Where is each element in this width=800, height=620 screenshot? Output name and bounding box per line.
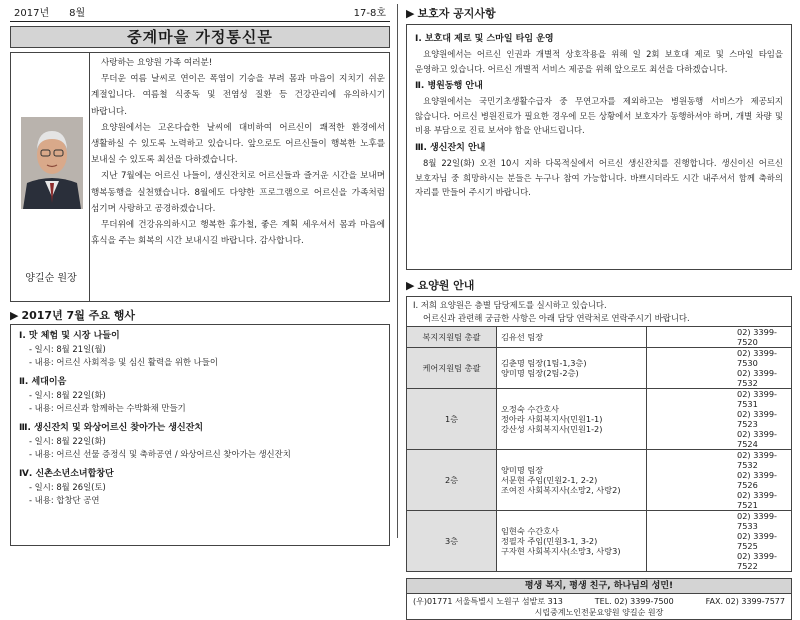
notices-heading: [406, 6, 792, 22]
staff-name: 강산성 사회복지사(민원1-2): [501, 424, 603, 434]
staff-phones: [647, 389, 792, 450]
organization-name: 시립중계노인전문요양원 양길순 원장: [534, 608, 664, 617]
table-row: [407, 511, 792, 572]
events-heading: [10, 308, 390, 324]
staff-group: 복지지원팀 총괄: [407, 327, 497, 348]
notice-item: [415, 32, 783, 76]
staff-name: 조여진 사회복지사(소망2, 사랑2): [501, 485, 621, 495]
address: (우)01771 서울특별시 노원구 섬밭로 313: [413, 597, 563, 606]
letter-paragraph: 지난 7월에는 어르신 나들이, 생신잔치로 어르신들과 즐거운 시간을 보내며 행복동행을 실천했습니다. 8월에도 다양한 프로그램으로 어르신을 가족처럼 섬기며 사랑하고 공경하겠습니다.: [91, 171, 385, 214]
notice-body: 8월 22일(화) 오전 10시 지하 다목적실에서 어르신 생신잔치를 진행합니다. 생신이신 어르신 보호자님 중 희망하시는 분들은 누구나 참여 가능합니다. 바쁘시더라도 시간 내주셔서 함께 축하의 자리를 만들어 주시기 바랍니다.: [415, 157, 783, 198]
table-row: [407, 450, 792, 511]
event-date: - 일시: 8월 21일(월): [29, 344, 106, 354]
event-desc: - 내용: 어르신 선물 증정식 및 축하공연 / 와상어르신 찾아가는 생신잔치: [29, 449, 291, 459]
staff-name: 정필자 주임(민원3-1, 3-2): [501, 536, 598, 546]
staff-names: [497, 511, 647, 572]
event-item: [19, 375, 381, 415]
staff-phone: 02) 3399-7525: [737, 531, 778, 551]
telephone: TEL. 02) 3399-7500: [594, 597, 674, 606]
contact-footer: [406, 594, 792, 620]
event-title: Ⅲ. 생신잔치 및 와상어르신 찾아가는 생신잔치: [19, 423, 204, 433]
staff-phone: 02) 3399-7530: [737, 348, 778, 368]
issue-number: 17-8호: [353, 7, 386, 19]
staff-name: 오정숙 수간호사: [501, 404, 559, 414]
staff-names: [497, 327, 647, 348]
event-desc: - 내용: 어르신과 함께하는 수박화채 만들기: [29, 403, 186, 413]
guide-intro: [406, 296, 792, 326]
staff-phone: 02) 3399-7524: [737, 429, 778, 449]
staff-name: 양미명 팀장: [501, 465, 544, 475]
event-title: Ⅱ. 세대이음: [19, 377, 67, 387]
guide-title: 요양원 안내: [417, 279, 475, 292]
letter-divider: [89, 53, 90, 301]
notice-item: [415, 141, 783, 200]
notices-box: [406, 24, 792, 270]
staff-name: 서문현 주임(민원2-1, 2-2): [501, 475, 598, 485]
staff-phone: 02) 3399-7520: [737, 327, 778, 347]
staff-phone: 02) 3399-7522: [737, 551, 778, 571]
notices-title: 보호자 공지사항: [417, 7, 496, 20]
staff-group: 3층: [407, 511, 497, 572]
staff-phones: [647, 327, 792, 348]
notice-title: Ⅲ. 생신잔치 안내: [415, 142, 486, 153]
staff-phone: 02) 3399-7532: [737, 450, 778, 470]
event-date: - 일시: 8월 22일(화): [29, 436, 106, 446]
staff-phone: 02) 3399-7521: [737, 490, 778, 510]
letter-paragraph: 요양원에서는 고온다습한 날씨에 대비하여 어르신이 쾌적한 환경에서 생활하실 수 있도록 노력하고 있습니다. 앞으로도 어르신들이 행복한 노후를 보내실 수 있도록 최선을 다하겠습니다.: [91, 122, 385, 166]
issue-month: 8월: [69, 7, 86, 19]
staff-names: [497, 389, 647, 450]
director-photo: [21, 117, 83, 209]
triangle-right-icon: ▶: [406, 279, 415, 292]
event-item: [19, 467, 381, 507]
event-title: Ⅳ. 신촌소년소녀합창단: [19, 469, 114, 479]
director-photo-box: [15, 57, 87, 297]
staff-name: 김춘명 팀장(1팀-1,3층): [501, 358, 587, 368]
notice-title: Ⅰ. 보호대 제로 및 스마일 타임 운영: [415, 34, 554, 44]
staff-name: 구자현 사회복지사(소망3, 사랑3): [501, 546, 621, 556]
staff-name: 정아라 사회복지사(민원1-1): [501, 414, 603, 424]
notice-body: 요양원에서는 국민기초생활수급자 중 무연고자를 제외하고는 병원동행 서비스가 제공되지 않습니다. 어르신 병원진료가 필요한 경우에 모든 상황에서 보호자가 동행하셔야 하며, 개별 차량 및 비용 부담으로 진료 보셔야 함을 안내드립니다.: [415, 96, 783, 136]
staff-phone: 02) 3399-7531: [737, 389, 778, 409]
notice-item: [415, 79, 783, 138]
right-column: [406, 6, 792, 617]
director-photo-caption: 양길순 원장: [25, 273, 77, 284]
staff-name: 김유선 팀장: [501, 332, 544, 342]
event-desc: - 내용: 어르신 사회적응 및 심신 활력을 위한 나들이: [29, 357, 218, 367]
notice-body: 요양원에서는 어르신 인권과 개별적 상호작용을 위해 일 2회 보호대 제로 및 스마일 타임을 운영하고 있습니다. 어르신 개별적 서비스 제공을 위해 앞으로도 최선을 다하겠습니다.: [415, 49, 783, 74]
issue-header: [10, 6, 390, 22]
notice-title: Ⅱ. 병원동행 안내: [415, 81, 483, 92]
table-row: [407, 389, 792, 450]
fax: FAX. 02) 3399-7577: [705, 597, 785, 606]
issue-year: 2017년: [14, 7, 50, 19]
staff-phones: [647, 348, 792, 389]
director-letter: [10, 52, 390, 302]
event-title: Ⅰ. 맛 체험 및 시장 나들이: [19, 331, 120, 341]
letter-body: [91, 55, 385, 249]
column-divider: [397, 4, 398, 538]
letter-paragraph: 사랑하는 요양원 가족 여러분!: [101, 58, 213, 68]
staff-contact-table: [406, 326, 792, 572]
event-desc: - 내용: 합창단 공연: [29, 495, 100, 505]
event-date: - 일시: 8월 22일(화): [29, 390, 106, 400]
guide-intro-line: 어르신과 관련해 궁금한 사항은 아래 담당 연락처로 연락주시기 바랍니다.: [423, 312, 690, 323]
staff-names: [497, 450, 647, 511]
table-row: [407, 327, 792, 348]
staff-name: 양미명 팀장(2팀-2층): [501, 368, 579, 378]
staff-names: [497, 348, 647, 389]
staff-phones: [647, 511, 792, 572]
event-item: [19, 329, 381, 369]
guide-heading: [406, 278, 792, 294]
staff-phone: 02) 3399-7526: [737, 470, 778, 490]
guide-intro-line: Ⅰ. 저희 요양원은 층별 담당제도를 실시하고 있습니다.: [413, 300, 607, 310]
event-date: - 일시: 8월 26일(토): [29, 482, 106, 492]
slogan-banner: 평생 복지, 평생 친구, 하나님의 성민!: [406, 578, 792, 594]
staff-group: 1층: [407, 389, 497, 450]
staff-phones: [647, 450, 792, 511]
staff-phone: 02) 3399-7532: [737, 368, 778, 388]
letter-paragraph: 무더운 여름 날씨로 연이은 폭염이 기승을 부려 몸과 마음이 지치기 쉬운 계절입니다. 여름철 식중독 및 전염성 질환 등 건강관리에 유의하시기 바랍니다.: [91, 74, 385, 117]
staff-group: 케어지원팀 총괄: [407, 348, 497, 389]
letter-paragraph: 무더위에 건강유의하시고 행복한 휴가철, 좋은 계획 세우셔서 몸과 마음에 휴식을 주는 회복의 시간 보내시길 바랍니다. 감사합니다.: [91, 220, 385, 247]
triangle-right-icon: ▶: [10, 309, 19, 322]
staff-group: 2층: [407, 450, 497, 511]
event-item: [19, 421, 381, 461]
events-title: 2017년 7월 주요 행사: [21, 309, 135, 322]
table-row: [407, 348, 792, 389]
page-title: 중계마을 가정통신문: [10, 26, 390, 48]
left-column: [10, 6, 390, 538]
triangle-right-icon: ▶: [406, 7, 415, 20]
events-list: [10, 324, 390, 546]
staff-name: 임현숙 수간호사: [501, 526, 559, 536]
staff-phone: 02) 3399-7533: [737, 511, 778, 531]
staff-phone: 02) 3399-7523: [737, 409, 778, 429]
